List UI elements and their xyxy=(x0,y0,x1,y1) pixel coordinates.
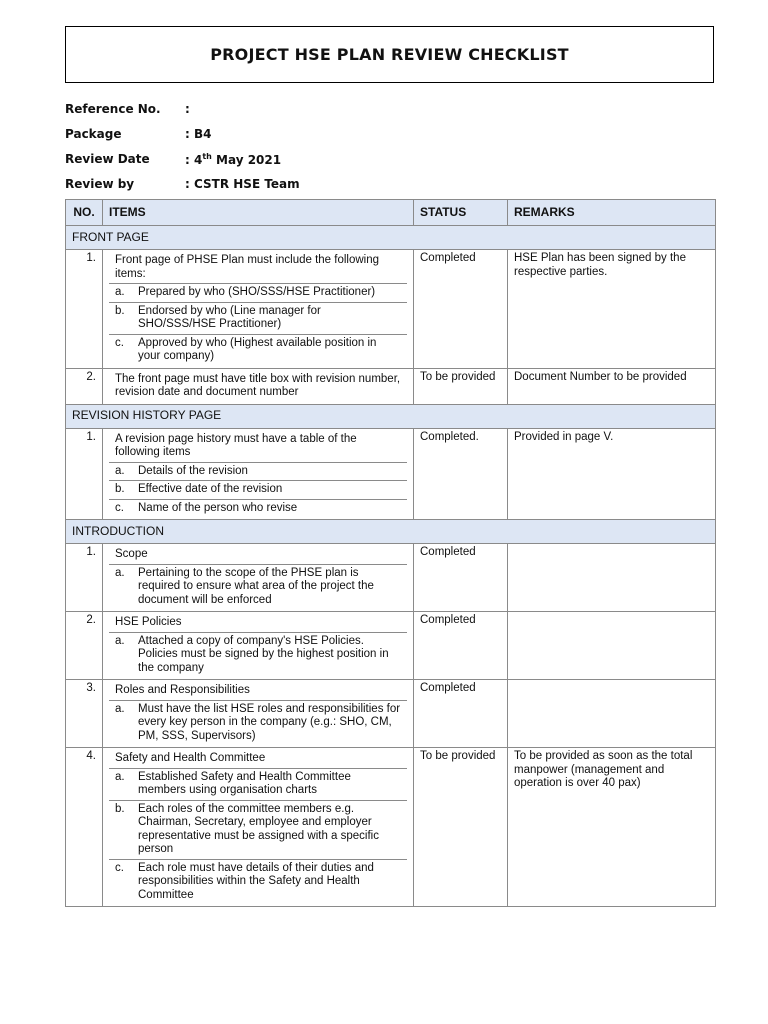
row-item xyxy=(103,368,414,404)
sub-item-letter: b. xyxy=(115,304,125,317)
sub-item-text: Each roles of the committee members e.g. Chairman, Secretary, employee and employer representative must be assigned with a specific person xyxy=(138,802,379,855)
sub-item-text: Prepared by who (SHO/SSS/HSE Practitioner) xyxy=(138,286,376,298)
row-number: 2. xyxy=(66,612,103,680)
header-status: STATUS xyxy=(414,200,508,226)
sub-item xyxy=(109,768,407,800)
row-remarks: Provided in page V. xyxy=(508,428,716,520)
sub-item xyxy=(109,700,407,746)
sub-item xyxy=(109,859,407,905)
item-text: Roles and Responsibilities xyxy=(115,684,250,696)
sub-item-text: Details of the revision xyxy=(138,464,248,477)
row-number: 3. xyxy=(66,680,103,748)
row-remarks xyxy=(508,680,716,748)
meta-value: : xyxy=(185,102,190,116)
row-item xyxy=(103,748,414,907)
date-suffix-sup: th xyxy=(202,152,212,161)
table-row xyxy=(66,544,716,612)
row-status: To be provided xyxy=(414,368,508,404)
table-body xyxy=(66,226,716,907)
sub-item-text: Approved by who (Highest available position in your company) xyxy=(138,336,377,362)
row-number: 1. xyxy=(66,250,103,369)
sub-item-text: Endorsed by who (Line manager for SHO/SSS/HSE Practitioner) xyxy=(138,304,321,330)
item-text: A revision page history must have a table of the following items xyxy=(115,432,357,458)
sub-item-letter: b. xyxy=(115,483,125,495)
item-text: HSE Policies xyxy=(115,616,182,628)
row-status: Completed. xyxy=(414,428,508,520)
row-item xyxy=(103,428,414,520)
item-text: Front page of PHSE Plan must include the following items: xyxy=(115,254,380,280)
sub-item xyxy=(109,800,407,859)
document-title: PROJECT HSE PLAN REVIEW CHECKLIST xyxy=(210,45,569,64)
row-number: 2. xyxy=(66,368,103,404)
sub-item-letter: a. xyxy=(115,634,125,647)
row-number: 4. xyxy=(66,748,103,907)
row-item xyxy=(103,544,414,612)
meta-label: Review Date xyxy=(65,152,150,166)
table-row xyxy=(66,748,716,907)
sub-item-letter: c. xyxy=(115,336,124,349)
sub-item-letter: c. xyxy=(115,501,124,514)
section-title: INTRODUCTION xyxy=(66,520,716,544)
sub-item xyxy=(109,564,407,610)
sub-item-letter: a. xyxy=(115,770,125,783)
title-box xyxy=(65,26,714,83)
table-row xyxy=(66,250,716,369)
sub-item-text: Effective date of the revision xyxy=(138,483,283,495)
row-item xyxy=(103,680,414,748)
sub-item-letter: c. xyxy=(115,861,124,874)
row-status: Completed xyxy=(414,250,508,369)
item-text: The front page must have title box with revision number, revision date and document number xyxy=(115,372,401,398)
table-row xyxy=(66,428,716,520)
item-text: Safety and Health Committee xyxy=(115,752,266,764)
sub-item xyxy=(109,632,407,678)
sub-item-text: Must have the list HSE roles and responsibilities for every key person in the company (e.g.: SHO, CM, PM, SSS, Supervisors) xyxy=(138,702,401,742)
meta-value: : B4 xyxy=(185,127,212,141)
row-item xyxy=(103,612,414,680)
sub-item-text: Pertaining to the scope of the PHSE plan is required to ensure what area of the project the document will be enforced xyxy=(138,566,374,606)
header-items: ITEMS xyxy=(103,200,414,226)
meta-value xyxy=(185,152,281,167)
section-title: FRONT PAGE xyxy=(66,226,716,250)
item-text: Scope xyxy=(115,548,148,560)
table-row xyxy=(66,612,716,680)
sub-item xyxy=(109,302,407,334)
row-number: 1. xyxy=(66,544,103,612)
sub-item-text: Name of the person who revise xyxy=(138,501,298,514)
section-row xyxy=(66,226,716,250)
sub-item xyxy=(109,499,407,518)
sub-item-letter: b. xyxy=(115,802,125,815)
sub-item xyxy=(109,462,407,481)
row-number: 1. xyxy=(66,428,103,520)
sub-item-text: Attached a copy of company's HSE Policies. Policies must be signed by the highest position in the company xyxy=(138,634,389,674)
table-row xyxy=(66,680,716,748)
meta-label: Reference No. xyxy=(65,102,161,116)
row-status: Completed xyxy=(414,612,508,680)
sub-item-letter: a. xyxy=(115,286,125,298)
header-remarks: REMARKS xyxy=(508,200,716,226)
table-row xyxy=(66,368,716,404)
section-title: REVISION HISTORY PAGE xyxy=(66,404,716,428)
sub-item xyxy=(109,334,407,366)
sub-item-letter: a. xyxy=(115,566,125,579)
row-item xyxy=(103,250,414,369)
checklist-table xyxy=(65,199,716,907)
sub-item-letter: a. xyxy=(115,464,125,477)
meta-value: : CSTR HSE Team xyxy=(185,177,300,191)
date-prefix: : 4 xyxy=(185,153,203,167)
sub-item-letter: a. xyxy=(115,702,125,715)
sub-item-text: Established Safety and Health Committee members using organisation charts xyxy=(138,770,351,796)
section-row xyxy=(66,404,716,428)
row-remarks: HSE Plan has been signed by the respective parties. xyxy=(508,250,716,369)
row-remarks: To be provided as soon as the total manpower (management and operation is over 40 pax) xyxy=(508,748,716,907)
sub-item-text: Each role must have details of their duties and responsibilities within the Safety and Health Committee xyxy=(138,861,374,901)
sub-item xyxy=(109,480,407,499)
row-remarks xyxy=(508,612,716,680)
row-status: Completed xyxy=(414,680,508,748)
sub-item xyxy=(109,283,407,302)
row-status: To be provided xyxy=(414,748,508,907)
row-remarks: Document Number to be provided xyxy=(508,368,716,404)
date-suffix: May 2021 xyxy=(211,153,282,167)
header-row xyxy=(66,200,716,226)
meta-label: Package xyxy=(65,127,122,141)
section-row xyxy=(66,520,716,544)
header-no: NO. xyxy=(66,200,103,226)
meta-label: Review by xyxy=(65,177,135,191)
row-status: Completed xyxy=(414,544,508,612)
row-remarks xyxy=(508,544,716,612)
